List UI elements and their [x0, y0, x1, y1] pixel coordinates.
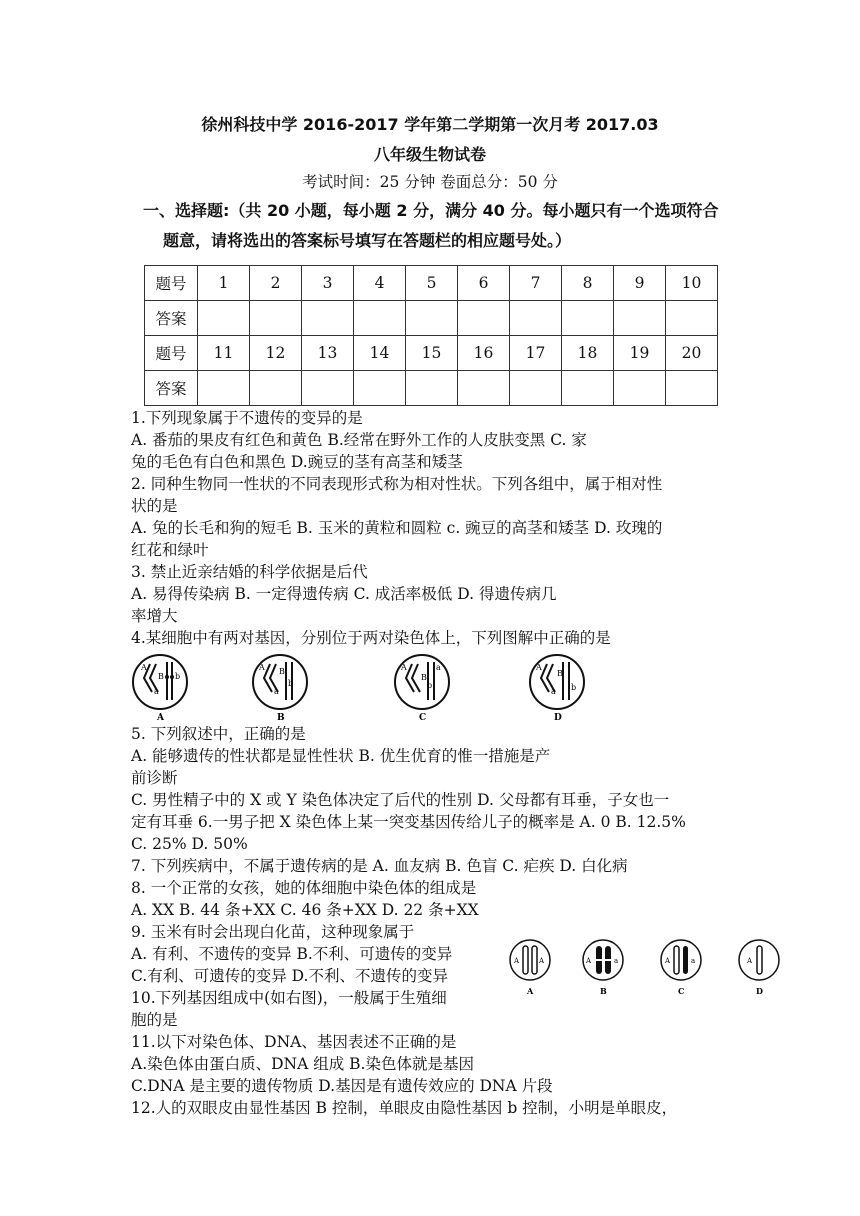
- q10-gene-diagrams: [508, 936, 788, 1000]
- option-label-a: A: [157, 713, 164, 723]
- gene-label: b: [427, 681, 433, 690]
- option-label-b: B: [277, 713, 285, 723]
- question-text: A. 能够遗传的性状都是显性性状 B. 优生优育的惟一措施是产: [131, 747, 551, 765]
- question-11: 11.以下对染色体、DNA、基因表述不正确的是: [131, 1033, 457, 1051]
- table-cell: 2: [250, 266, 302, 301]
- answer-cell[interactable]: [614, 301, 666, 336]
- cell-diagram-b: [253, 655, 307, 709]
- question-text: A. XX B. 44 条+XX C. 46 条+XX D. 22 条+XX: [131, 901, 479, 919]
- gene-label: A: [586, 957, 592, 965]
- question-text: C.有利、可遗传的变异 D.不利、不遗传的变异: [131, 967, 448, 985]
- question-text: A. 番茄的果皮有红色和黄色 B.经常在野外工作的人皮肤变黑 C. 家: [131, 431, 587, 449]
- answer-cell[interactable]: [354, 371, 406, 406]
- answer-cell[interactable]: [198, 371, 250, 406]
- question-text: 率增大: [131, 607, 178, 625]
- gene-label: a: [551, 687, 556, 696]
- table-cell: 10: [666, 266, 718, 301]
- gene-label: A: [401, 663, 407, 672]
- answer-table: [144, 265, 718, 406]
- table-cell: 3: [302, 266, 354, 301]
- question-12: 12.人的双眼皮由显性基因 B 控制，单眼皮由隐性基因 b 控制，小明是单眼皮，: [131, 1099, 678, 1117]
- exam-title: 徐州科技中学 2016-2017 学年第二学期第一次月考 2017.03: [201, 115, 659, 134]
- question-5: 5. 下列叙述中，正确的是: [131, 725, 306, 743]
- question-6: 定有耳垂 6.一男子把 X 染色体上某一突变基因传给儿子的概率是 A. 0 B. 12.5%: [131, 813, 686, 831]
- table-cell: 9: [614, 266, 666, 301]
- gene-diagram-c: [661, 940, 701, 980]
- gene-label: A: [747, 957, 753, 965]
- question-9: 9. 玉米有时会出现白化苗，这种现象属于: [131, 923, 415, 941]
- table-cell: 题号: [145, 266, 198, 301]
- answer-cell[interactable]: [666, 371, 718, 406]
- gene-label: A: [514, 957, 520, 965]
- question-text: A. 有利、不遗传的变异 B.不利、可遗传的变异: [131, 945, 453, 963]
- answer-cell[interactable]: [614, 371, 666, 406]
- table-cell: 答案: [145, 301, 198, 336]
- gene-label: B: [557, 669, 563, 678]
- gene-diagram-a: [510, 940, 550, 980]
- question-text: 红花和绿叶: [131, 541, 209, 559]
- option-label-a: A: [527, 986, 534, 996]
- q4-cell-diagrams: [130, 650, 730, 724]
- question-3: 3. 禁止近亲结婚的科学依据是后代: [131, 563, 368, 581]
- option-label-b: B: [600, 986, 607, 996]
- table-cell: 6: [458, 266, 510, 301]
- question-8: 8. 一个正常的女孩，她的体细胞中染色体的组成是: [131, 879, 477, 897]
- answer-cell[interactable]: [302, 371, 354, 406]
- gene-label: A: [536, 663, 542, 672]
- exam-subtitle: 八年级生物试卷: [373, 145, 486, 164]
- question-4: 4.某细胞中有两对基因，分别位于两对染色体上，下列图解中正确的是: [131, 629, 611, 647]
- answer-cell[interactable]: [198, 301, 250, 336]
- table-cell: 13: [302, 336, 354, 371]
- question-text: A.染色体由蛋白质、DNA 组成 B.染色体就是基因: [131, 1055, 474, 1073]
- cell-diagram-c: [395, 655, 449, 709]
- question-text: 胞的是: [131, 1011, 178, 1029]
- table-row: [145, 266, 718, 301]
- gene-label: a: [436, 663, 441, 672]
- table-cell: 4: [354, 266, 406, 301]
- answer-cell[interactable]: [406, 301, 458, 336]
- gene-label: A: [539, 957, 545, 965]
- question-text: C.DNA 是主要的遗传物质 D.基因是有遗传效应的 DNA 片段: [131, 1077, 553, 1095]
- table-cell: 11: [198, 336, 250, 371]
- question-text: C. 25% D. 50%: [131, 835, 248, 853]
- section-heading-line2: 题意，请将选出的答案标号填写在答题栏的相应题号处。）: [163, 231, 572, 250]
- question-text: C. 男性精子中的 X 或 Y 染色体决定了后代的性别 D. 父母都有耳垂，子女也一: [131, 791, 670, 809]
- exam-info: 考试时间：25 分钟 卷面总分：50 分: [302, 173, 558, 191]
- question-text: A. 易得传染病 B. 一定得遗传病 C. 成活率极低 D. 得遗传病几: [131, 585, 557, 603]
- answer-cell[interactable]: [458, 301, 510, 336]
- answer-cell[interactable]: [406, 371, 458, 406]
- question-2: 2. 同种生物同一性状的不同表现形式称为相对性状。下列各组中，属于相对性: [131, 475, 663, 493]
- table-cell: 8: [562, 266, 614, 301]
- question-10: 10.下列基因组成中(如右图)，一般属于生殖细: [131, 989, 447, 1007]
- answer-cell[interactable]: [562, 371, 614, 406]
- cell-diagram-a: [133, 655, 187, 709]
- table-cell: 题号: [145, 336, 198, 371]
- option-label-c: C: [419, 713, 427, 723]
- answer-cell[interactable]: [510, 301, 562, 336]
- question-text: A. 兔的长毛和狗的短毛 B. 玉米的黄粒和圆粒 c. 豌豆的高茎和矮茎 D. 玫瑰的: [131, 519, 663, 537]
- cell-diagram-d: [530, 655, 584, 709]
- answer-cell[interactable]: [302, 301, 354, 336]
- table-cell: 14: [354, 336, 406, 371]
- table-row: [145, 336, 718, 371]
- option-label-d: D: [554, 713, 562, 723]
- gene-label: B: [421, 673, 427, 682]
- gene-label: A: [259, 663, 265, 672]
- answer-cell[interactable]: [250, 301, 302, 336]
- gene-label: B: [158, 672, 164, 681]
- table-cell: 12: [250, 336, 302, 371]
- answer-cell[interactable]: [458, 371, 510, 406]
- question-7: 7. 下列疾病中，不属于遗传病的是 A. 血友病 B. 色盲 C. 疟疾 D. 白化病: [131, 857, 628, 875]
- table-cell: 5: [406, 266, 458, 301]
- table-cell: 19: [614, 336, 666, 371]
- gene-label: B: [279, 667, 285, 676]
- gene-label: a: [274, 687, 279, 696]
- table-cell: 16: [458, 336, 510, 371]
- table-cell: 17: [510, 336, 562, 371]
- gene-label: b: [175, 672, 181, 681]
- table-row: [145, 301, 718, 336]
- gene-label: a: [691, 957, 696, 965]
- answer-cell[interactable]: [666, 301, 718, 336]
- table-cell: 15: [406, 336, 458, 371]
- gene-label: A: [665, 957, 671, 965]
- question-text: 状的是: [131, 497, 178, 515]
- answer-cell[interactable]: [562, 301, 614, 336]
- table-cell: 1: [198, 266, 250, 301]
- question-text: 兔的毛色有白色和黑色 D.豌豆的茎有高茎和矮茎: [131, 453, 463, 471]
- question-text: 前诊断: [131, 769, 178, 787]
- answer-cell[interactable]: [510, 371, 562, 406]
- table-cell: 答案: [145, 371, 198, 406]
- gene-label: A: [141, 663, 147, 672]
- option-label-c: C: [678, 986, 685, 996]
- gene-label: b: [288, 679, 294, 688]
- gene-label: a: [154, 687, 159, 696]
- gene-diagram-d: [739, 940, 779, 980]
- answer-cell[interactable]: [250, 371, 302, 406]
- table-cell: 20: [666, 336, 718, 371]
- answer-cell[interactable]: [354, 301, 406, 336]
- section-heading-line1: 一、选择题:（共 20 小题，每小题 2 分，满分 40 分。每小题只有一个选项符合: [143, 201, 719, 220]
- table-row: [145, 371, 718, 406]
- question-1: 1.下列现象属于不遗传的变异的是: [131, 409, 363, 427]
- table-cell: 7: [510, 266, 562, 301]
- table-cell: 18: [562, 336, 614, 371]
- gene-label: b: [571, 683, 577, 692]
- gene-diagram-b: [583, 940, 623, 980]
- option-label-d: D: [756, 986, 763, 996]
- gene-label: a: [614, 957, 619, 965]
